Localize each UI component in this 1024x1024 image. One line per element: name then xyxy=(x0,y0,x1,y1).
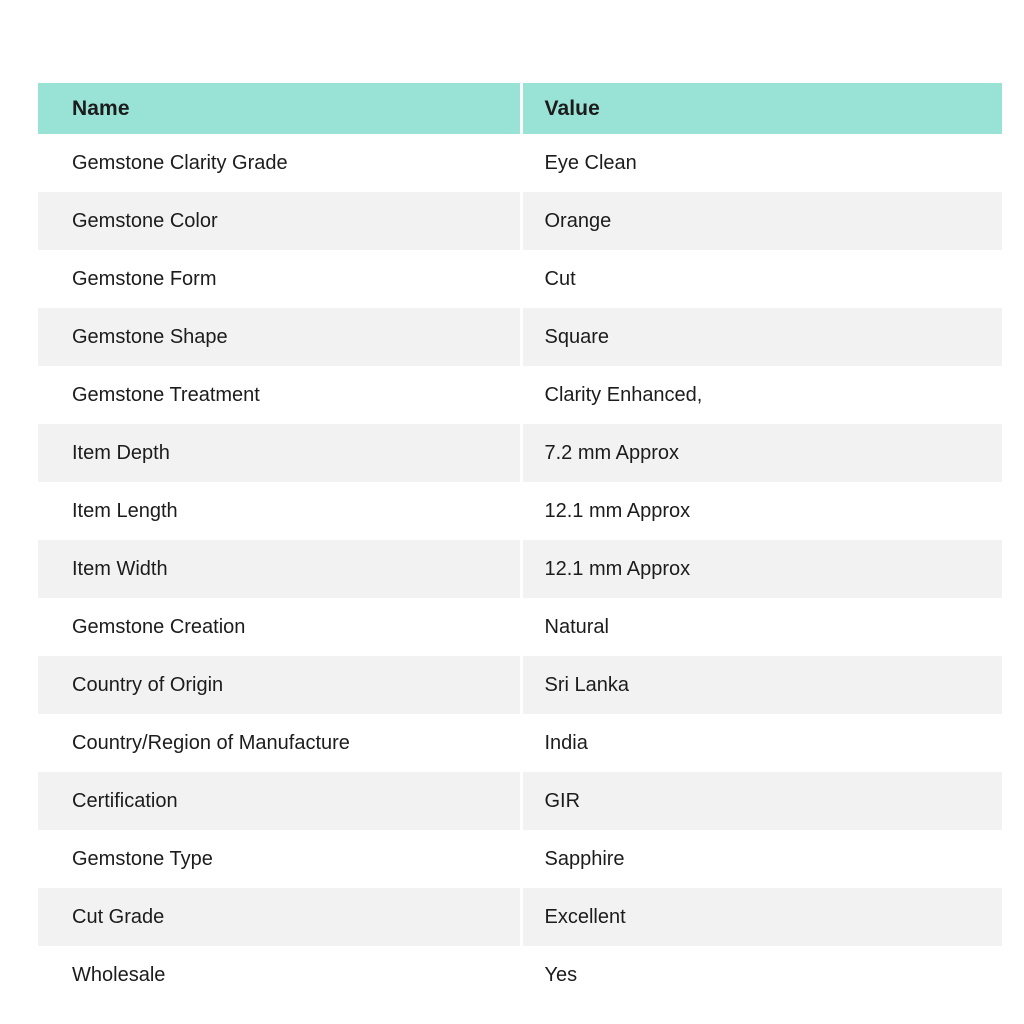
header-row xyxy=(38,83,1002,134)
attribute-value-cell: Sri Lanka xyxy=(521,656,1002,714)
attribute-value-cell: GIR xyxy=(521,772,1002,830)
attribute-name-cell: Certification xyxy=(38,772,521,830)
attribute-name-cell: Wholesale xyxy=(38,946,521,1004)
column-header-value: Value xyxy=(521,83,1002,134)
item-specifics-section xyxy=(38,83,1002,1004)
attribute-value-cell: Sapphire xyxy=(521,830,1002,888)
attribute-value-cell: Clarity Enhanced, xyxy=(521,366,1002,424)
table-row xyxy=(38,540,1002,598)
table-row xyxy=(38,946,1002,1004)
table-row xyxy=(38,192,1002,250)
attribute-value-cell: 7.2 mm Approx xyxy=(521,424,1002,482)
attribute-name-cell: Country of Origin xyxy=(38,656,521,714)
attribute-name-cell: Item Width xyxy=(38,540,521,598)
table-row xyxy=(38,308,1002,366)
table-row xyxy=(38,772,1002,830)
table-row xyxy=(38,424,1002,482)
attribute-value-cell: 12.1 mm Approx xyxy=(521,482,1002,540)
attribute-value-cell: Natural xyxy=(521,598,1002,656)
attribute-value-cell: Excellent xyxy=(521,888,1002,946)
attribute-name-cell: Cut Grade xyxy=(38,888,521,946)
attribute-value-cell: 12.1 mm Approx xyxy=(521,540,1002,598)
attribute-name-cell: Country/Region of Manufacture xyxy=(38,714,521,772)
attribute-name-cell: Gemstone Creation xyxy=(38,598,521,656)
attribute-value-cell: Eye Clean xyxy=(521,134,1002,192)
attribute-name-cell: Gemstone Shape xyxy=(38,308,521,366)
table-header xyxy=(38,83,1002,134)
attribute-name-cell: Gemstone Treatment xyxy=(38,366,521,424)
attribute-value-cell: Cut xyxy=(521,250,1002,308)
attribute-name-cell: Gemstone Color xyxy=(38,192,521,250)
attribute-value-cell: Orange xyxy=(521,192,1002,250)
attribute-name-cell: Item Length xyxy=(38,482,521,540)
attribute-name-cell: Gemstone Clarity Grade xyxy=(38,134,521,192)
item-specifics-table xyxy=(38,83,1002,1004)
table-row xyxy=(38,134,1002,192)
table-row xyxy=(38,598,1002,656)
attribute-value-cell: India xyxy=(521,714,1002,772)
table-row xyxy=(38,714,1002,772)
attribute-value-cell: Yes xyxy=(521,946,1002,1004)
table-body xyxy=(38,134,1002,1004)
column-header-name: Name xyxy=(38,83,521,134)
attribute-name-cell: Gemstone Type xyxy=(38,830,521,888)
table-row xyxy=(38,250,1002,308)
table-row xyxy=(38,656,1002,714)
attribute-value-cell: Square xyxy=(521,308,1002,366)
table-row xyxy=(38,482,1002,540)
table-row xyxy=(38,888,1002,946)
attribute-name-cell: Item Depth xyxy=(38,424,521,482)
table-row xyxy=(38,366,1002,424)
attribute-name-cell: Gemstone Form xyxy=(38,250,521,308)
table-row xyxy=(38,830,1002,888)
